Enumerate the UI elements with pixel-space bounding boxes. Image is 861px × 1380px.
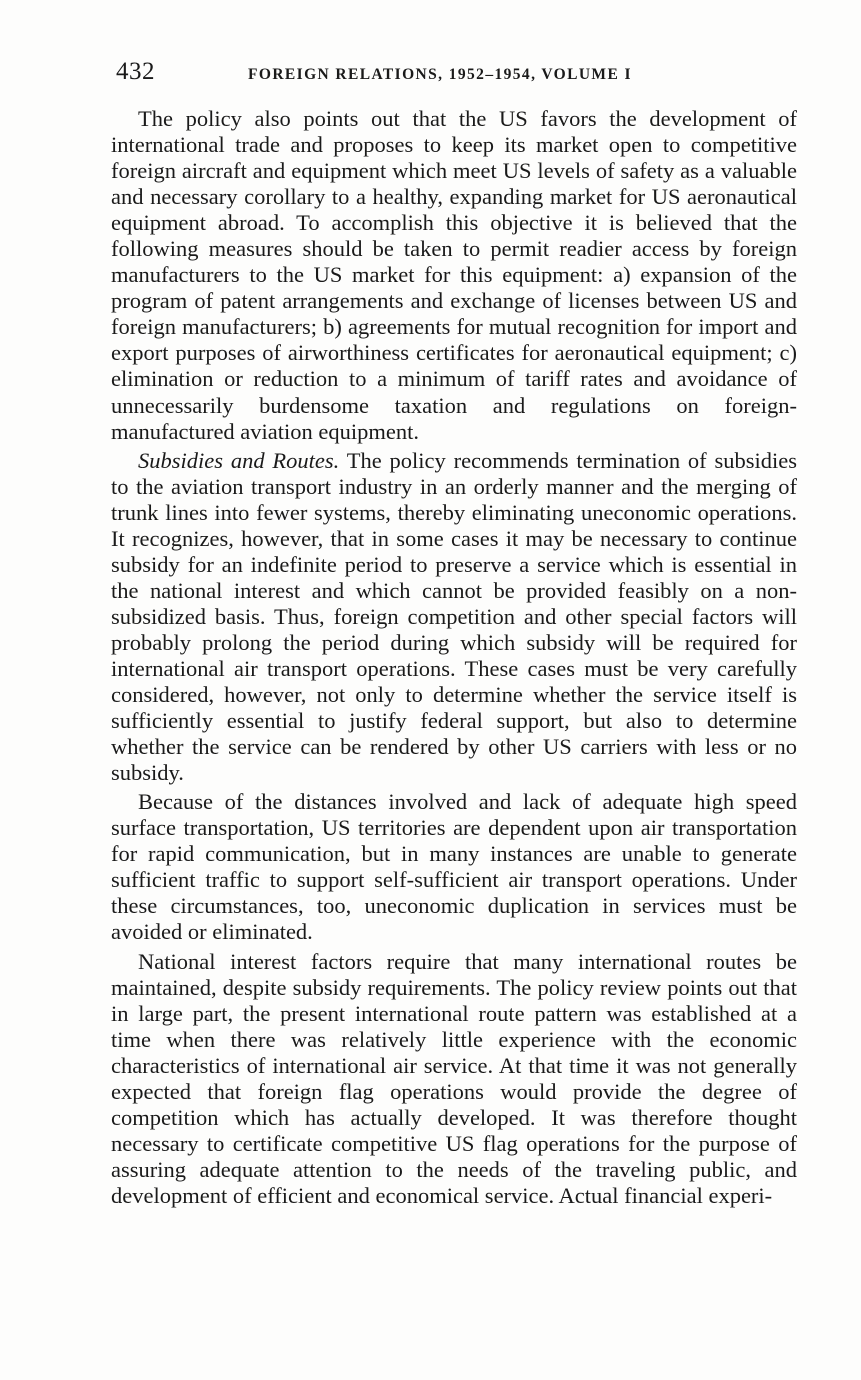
paragraph-text: The policy recommends termination of subsidies to the aviation transport industry in an orderly manner and the merging of trunk lines into fewer systems, thereby eliminating uneconomic operations. It recognizes, however, that in some cases it may be necessary to continue subsidy for an indefinite period to preserve a service which is essential in the national interest and which cannot be provided feasibly on a non-subsidized basis. Thus, foreign competition and other special factors will probably prolong the period during which subsidy will be required for international air transport operations. These cases must be very carefully considered, however, not only to determine whether the service itself is sufficiently essential to justify federal support, but also to determine whether the service can be rendered by other US carriers with less or no subsidy.: [111, 447, 797, 786]
paragraph-text: National interest factors require that many international routes be maintained, despite subsidy requirements. The policy review points out that in large part, the present international route pattern was established at a time when there was relatively little experience with the economic characteristics of international air service. At that time it was not generally expected that foreign flag operations would provide the degree of competition which has actually developed. It was therefore thought necessary to certificate competitive US flag operations for the purpose of assuring adequate attention to the needs of the traveling public, and development of efficient and economical service. Actual financial experi-: [111, 948, 797, 1208]
paragraph-aeronautical-equipment: [111, 106, 797, 445]
paragraph-text: Because of the distances involved and lack of adequate high speed surface transportation, US territories are dependent upon air transportation for rapid communication, but in many instances are unable to generate sufficient traffic to support self-sufficient air transport operations. Under these circumstances, too, uneconomic duplication in services must be avoided or eliminated.: [111, 789, 797, 945]
section-run-in-heading: Subsidies and Routes.: [138, 447, 340, 473]
running-head: [116, 58, 806, 92]
paragraph-us-territories: [111, 789, 797, 945]
body-text: [111, 106, 797, 1212]
paragraph-subsidies-and-routes: [111, 448, 797, 787]
paragraph-text: The policy also points out that the US favors the development of international trade and proposes to keep its market open to competitive foreign aircraft and equipment which meet US levels of safety as a valuable and necessary corollary to a healthy, expanding market for US aeronautical equipment abroad. To accomplish this objective it is believed that the following measures should be taken to permit readier access by foreign manufacturers to the US market for this equipment: a) expansion of the program of patent arrangements and exchange of licenses between US and foreign manufacturers; b) agreements for mutual recognition for import and export purposes of airworthiness certificates for aeronautical equipment; c) elimination or reduction to a minimum of tariff rates and avoidance of unnecessarily burdensome taxation and regulations on foreign-manufactured aviation equipment.: [111, 106, 797, 444]
running-head-title: FOREIGN RELATIONS, 1952–1954, VOLUME I: [248, 66, 632, 83]
paragraph-international-routes: [111, 949, 797, 1209]
page-number: 432: [116, 58, 155, 85]
